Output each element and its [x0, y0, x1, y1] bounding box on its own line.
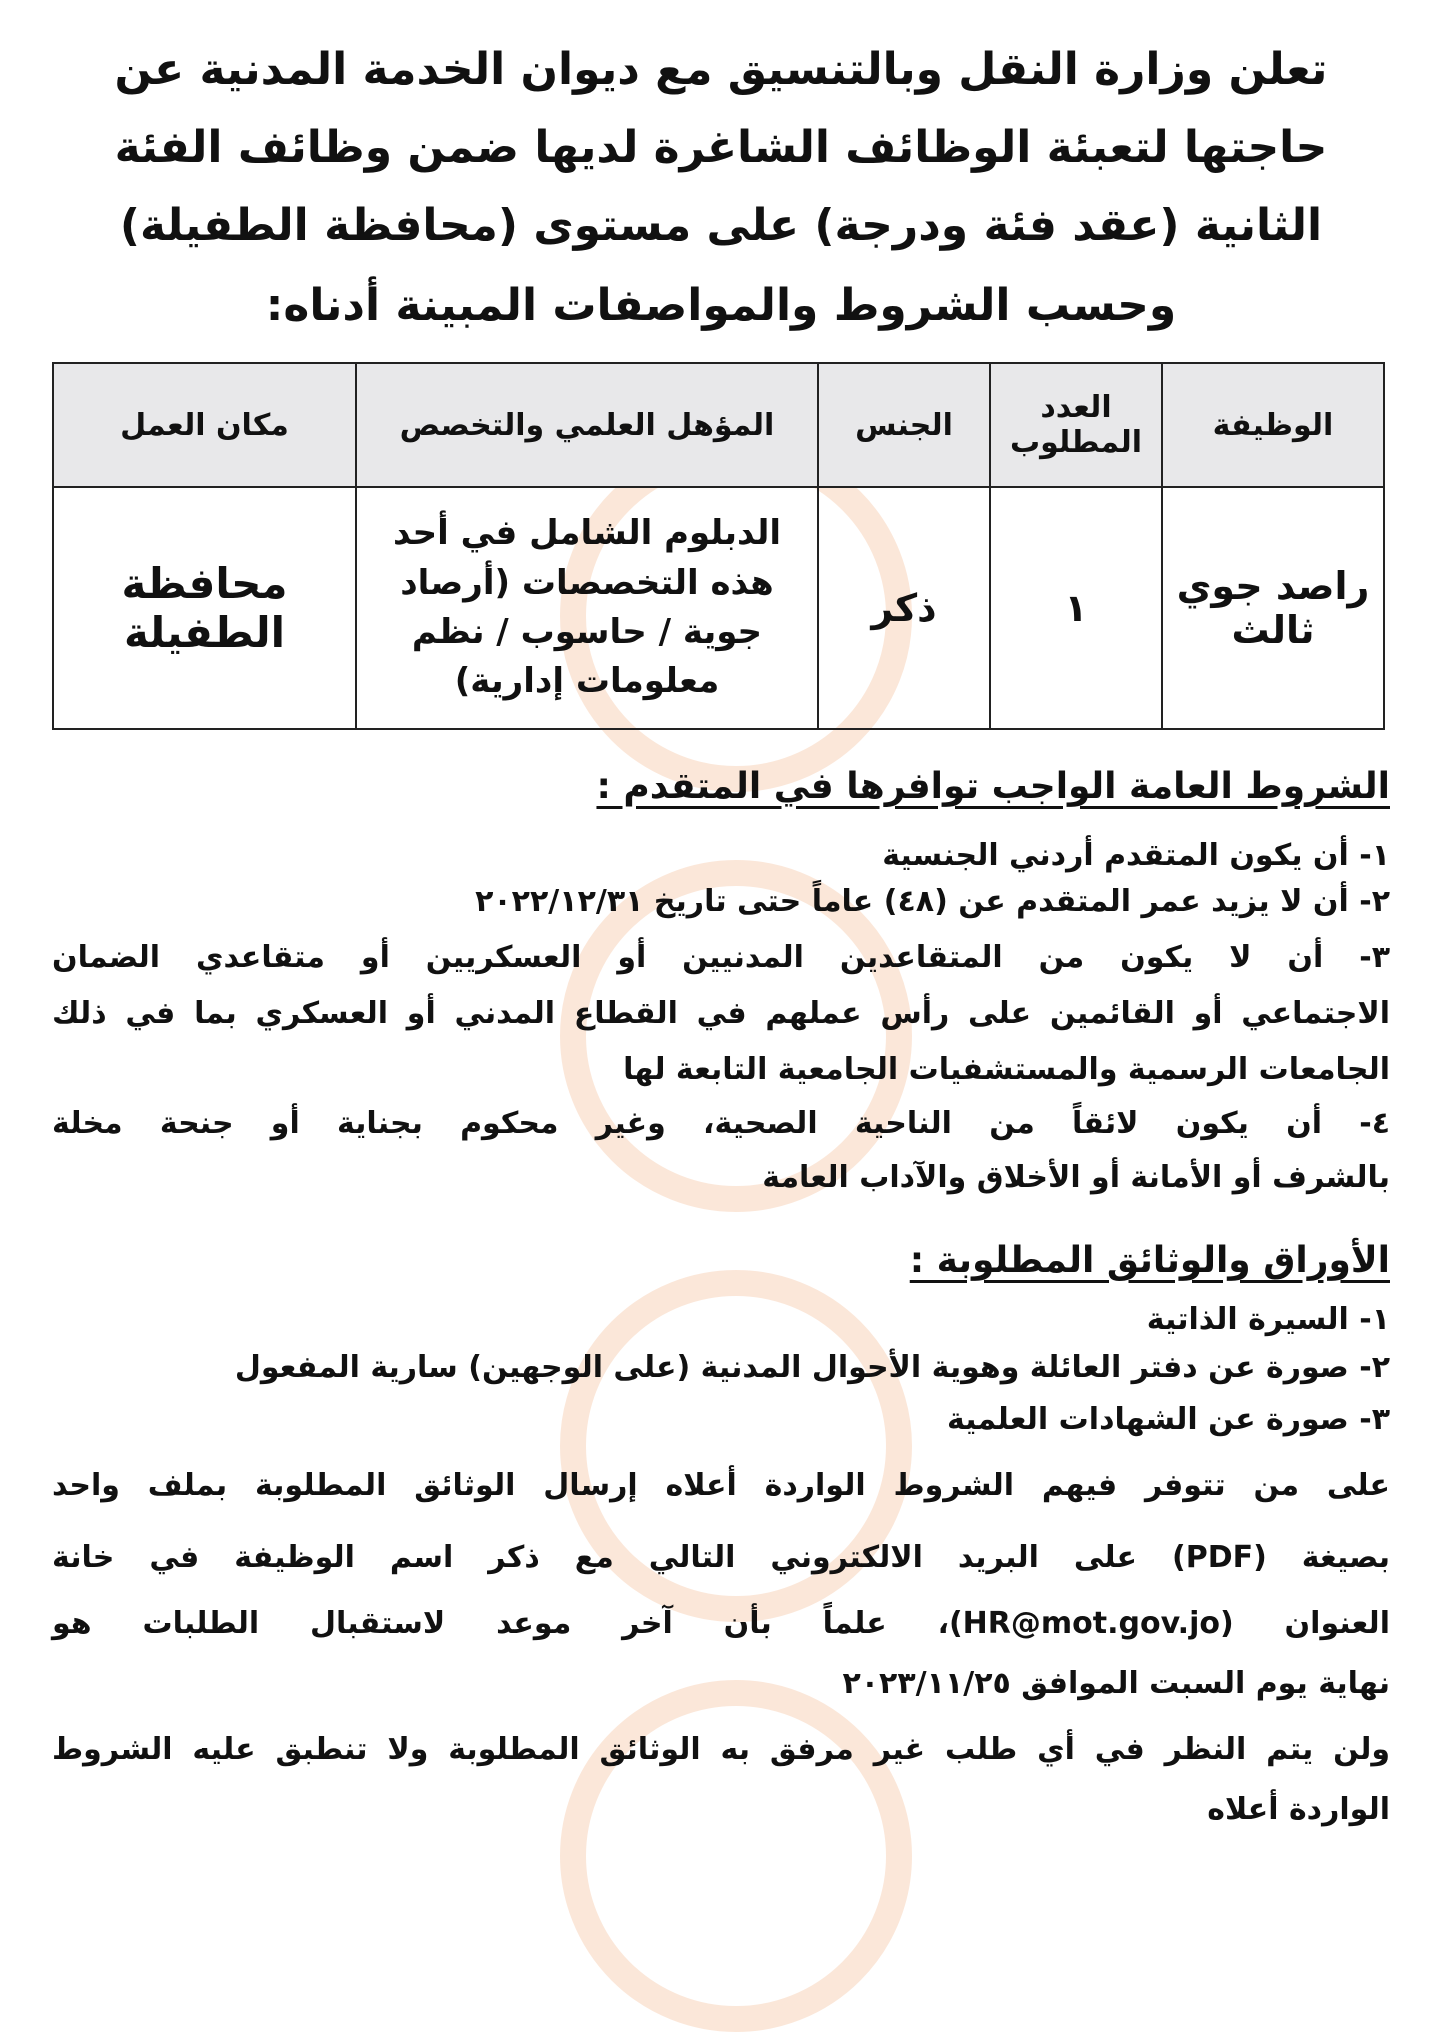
document-line: بصيغة (PDF) على البريد الالكتروني التالي مع ذكر اسم الوظيفة في خانة — [52, 1540, 1390, 1575]
documents-heading: الأوراق والوثائق المطلوبة : — [909, 1240, 1390, 1281]
title-line: الثانية (عقد فئة ودرجة) على مستوى (محافظة الطفيلة) — [119, 200, 1323, 251]
header-qualification: المؤهل العلمي والتخصص — [356, 363, 818, 487]
document-line: ٣- صورة عن الشهادات العلمية — [946, 1402, 1390, 1437]
title-line: تعلن وزارة النقل وبالتنسيق مع ديوان الخدمة المدنية عن — [114, 44, 1328, 95]
table-header-row — [53, 363, 1384, 487]
condition-line: بالشرف أو الأمانة أو الأخلاق والآداب العامة — [762, 1160, 1390, 1195]
header-location: مكان العمل — [53, 363, 356, 487]
header-job: الوظيفة — [1162, 363, 1384, 487]
title-line: حاجتها لتعبئة الوظائف الشاغرة لديها ضمن وظائف الفئة — [114, 122, 1328, 173]
document-line: نهاية يوم السبت الموافق ٢٠٢٣/١١/٢٥ — [842, 1666, 1390, 1701]
cell-gender: ذكر — [818, 487, 990, 729]
cell-job: راصد جوي ثالث — [1162, 487, 1384, 729]
jobs-table — [52, 362, 1385, 730]
document-line: ولن يتم النظر في أي طلب غير مرفق به الوثائق المطلوبة ولا تنطبق عليه الشروط — [52, 1732, 1390, 1767]
cell-count: ١ — [990, 487, 1162, 729]
condition-line: ٤- أن يكون لائقاً من الناحية الصحية، وغير محكوم بجناية أو جنحة مخلة — [52, 1106, 1390, 1141]
header-gender: الجنس — [818, 363, 990, 487]
conditions-heading: الشروط العامة الواجب توافرها في المتقدم : — [596, 766, 1390, 807]
document-line: ٢- صورة عن دفتر العائلة وهوية الأحوال المدنية (على الوجهين) سارية المفعول — [234, 1350, 1390, 1385]
cell-qualification: الدبلوم الشامل في أحد هذه التخصصات (أرصاد جوية / حاسوب / نظم معلومات إدارية) — [356, 487, 818, 729]
document-line: على من تتوفر فيهم الشروط الواردة أعلاه إرسال الوثائق المطلوبة بملف واحد — [52, 1468, 1390, 1503]
document-line: الواردة أعلاه — [1207, 1792, 1390, 1827]
cell-location: محافظة الطفيلة — [53, 487, 356, 729]
table-row — [53, 487, 1384, 729]
condition-line: ١- أن يكون المتقدم أردني الجنسية — [882, 838, 1390, 873]
condition-line: الاجتماعي أو القائمين على رأس عملهم في القطاع المدني أو العسكري بما في ذلك — [52, 996, 1390, 1031]
document-line: العنوان (HR@mot.gov.jo)، علماً بأن آخر موعد لاستقبال الطلبات هو — [52, 1606, 1390, 1641]
condition-line: ٢- أن لا يزيد عمر المتقدم عن (٤٨) عاماً حتى تاريخ ٢٠٢٢/١٢/٣١ — [475, 884, 1390, 919]
condition-line: الجامعات الرسمية والمستشفيات الجامعية التابعة لها — [623, 1052, 1390, 1087]
title-line: وحسب الشروط والمواصفات المبينة أدناه: — [265, 280, 1177, 331]
document-line: ١- السيرة الذاتية — [1146, 1302, 1390, 1337]
condition-line: ٣- أن لا يكون من المتقاعدين المدنيين أو العسكريين أو متقاعدي الضمان — [52, 940, 1390, 975]
header-count: العدد المطلوب — [990, 363, 1162, 487]
